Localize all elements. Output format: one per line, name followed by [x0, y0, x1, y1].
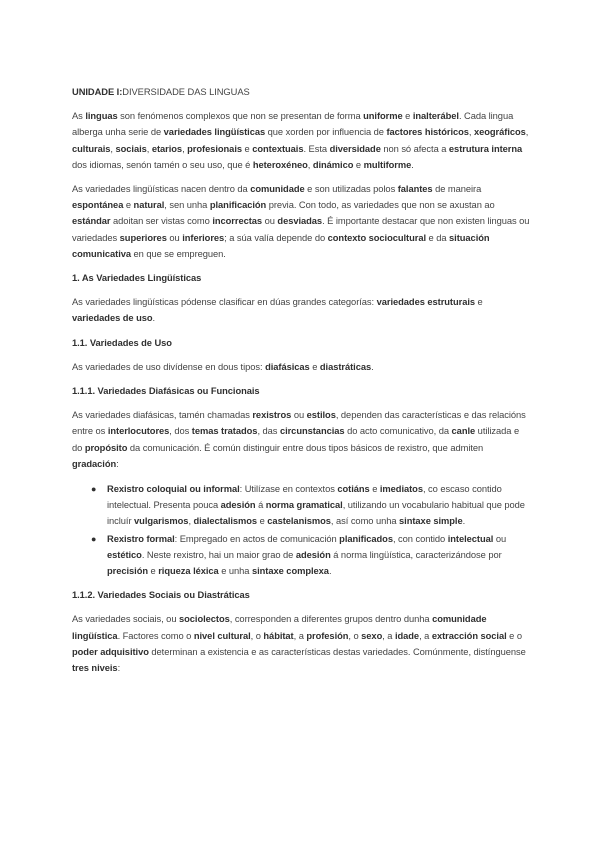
emphasized-term: poder adquisitivo [72, 646, 149, 657]
list-item [72, 481, 530, 530]
emphasized-term: situación comunicativa [72, 232, 490, 259]
emphasized-term: imediatos [379, 484, 423, 495]
title-topic: DIVERSIDADE DAS LINGUAS [122, 87, 250, 97]
list-item-text: Rexistro formal: Empregado en actos de comunicación planificados, con contido intelectual ou estético. Neste rexistro, hai un maior grao de adesión á norma lingüística, caracterizándose por precisión e riqueza léxica e unha sintaxe complexa. [107, 533, 507, 577]
emphasized-term: comunidade [250, 184, 305, 195]
emphasized-term: hábitat [263, 630, 294, 641]
list-item [72, 531, 530, 580]
emphasized-term: gradación [72, 458, 117, 469]
emphasized-term: dialectalismos [193, 516, 258, 527]
emphasized-term: falantes [397, 184, 433, 195]
emphasized-term: contextuais [252, 143, 304, 154]
emphasized-term: intelectual [447, 533, 494, 544]
emphasized-term: canle [451, 426, 476, 437]
emphasized-term: comunidade lingüística [72, 614, 487, 641]
emphasized-term: espontánea [72, 200, 124, 211]
section-heading-1-1: 1.1. Variedades de Uso [72, 337, 172, 348]
emphasized-term: rexistros [252, 410, 292, 421]
emphasized-term: cotiáns [337, 484, 370, 495]
emphasized-term: castelanismos [267, 516, 331, 527]
intro-paragraph-2: As variedades lingüísticas nacen dentro da comunidade e son utilizadas polos falantes de maneira espontánea e natural, sen unha planificación previa. Con todo, as variedades que non se axustan ao estándar adoitan ser vistas como incorrectas ou desviadas. É importante destacar que non existen linguas ou variedades superiores ou inferiores; a súa valía depende do contexto sociocultural e da situación comunicativa en que se empreguen. [72, 184, 530, 259]
emphasized-term: propósito [84, 442, 128, 453]
emphasized-term: estrutura interna [448, 143, 523, 154]
emphasized-term: superiores [119, 232, 167, 243]
document-body [72, 84, 530, 684]
emphasized-term: uniforme [363, 111, 403, 122]
emphasized-term: estándar [72, 216, 111, 227]
emphasized-term: multiforme [363, 159, 412, 170]
emphasized-term: diversidade [329, 143, 381, 154]
emphasized-term: idade [394, 630, 420, 641]
emphasized-term: precisión [107, 566, 149, 577]
emphasized-term: culturais [72, 143, 111, 154]
emphasized-term: dinámico [312, 159, 354, 170]
section-1-1-paragraph: As variedades de uso divídense en dous tipos: diafásicas e diastráticas. [72, 361, 374, 372]
section-1-1-1-paragraph: As variedades diafásicas, tamén chamadas rexistros ou estilos, dependen das características e das relacións entre os interlocutores, dos temas tratados, das circunstancias do acto comunicativo, da canle utilizada e do propósito da comunicación. É común distinguir entre dous tipos básicos de rexistro, que admiten gradación: [72, 410, 526, 469]
emphasized-term: vulgarismos [134, 516, 189, 527]
section-heading-1: 1. As Variedades Lingüísticas [72, 273, 202, 284]
bullet-icon: ● [91, 533, 97, 544]
emphasized-term: norma gramatical [265, 500, 343, 511]
emphasized-term: inferiores [182, 232, 225, 243]
emphasized-term: estilos [306, 410, 336, 421]
emphasized-term: diastráticas [319, 361, 372, 372]
emphasized-term: variedades de uso [72, 313, 153, 324]
emphasized-term: interlocutores [107, 426, 170, 437]
emphasized-term: extracción social [431, 630, 507, 641]
emphasized-term: linguas [85, 111, 118, 122]
emphasized-term: planificación [209, 200, 267, 211]
document-title [72, 84, 530, 100]
emphasized-term: sexo [361, 630, 383, 641]
emphasized-term: temas tratados [191, 426, 258, 437]
emphasized-term: tres niveis [72, 663, 118, 674]
emphasized-term: inalterábel [412, 111, 459, 122]
emphasized-term: contexto sociocultural [327, 232, 427, 243]
emphasized-term: factores históricos [386, 127, 469, 138]
list-item-text: Rexistro coloquial ou informal: Utilízase en contextos cotiáns e imediatos, co escaso contido intelectual. Presenta pouca adesión á norma gramatical, utilizando un vocabulario habitual que pode incluír vulgarismos, dialectalismos e castelanismos, así como unha sintaxe simple. [107, 484, 525, 527]
emphasized-term: circunstancias [279, 426, 345, 437]
register-bullet-list [72, 481, 530, 579]
emphasized-term: profesión [306, 630, 349, 641]
emphasized-term: sociais [115, 143, 147, 154]
section-heading-1-1-2: 1.1.2. Variedades Sociais ou Diastráticas [72, 590, 250, 601]
emphasized-term: heteroxéneo [252, 159, 308, 170]
emphasized-term: riqueza léxica [158, 566, 219, 577]
section-heading-1-1-1: 1.1.1. Variedades Diafásicas ou Funcionais [72, 386, 260, 397]
title-unit-label: UNIDADE I: [72, 87, 123, 97]
emphasized-term: Rexistro formal [107, 533, 175, 544]
emphasized-term: adesión [220, 500, 256, 511]
emphasized-term: estético [107, 549, 142, 560]
section-1-paragraph: As variedades lingüísticas pódense clasificar en dúas grandes categorías: variedades estruturais e variedades de uso. [72, 297, 483, 324]
emphasized-term: etarios [151, 143, 183, 154]
emphasized-term: profesionais [187, 143, 242, 154]
emphasized-term: sintaxe complexa [251, 566, 329, 577]
emphasized-term: variedades lingüísticas [163, 127, 266, 138]
bullet-icon: ● [91, 484, 97, 495]
emphasized-term: incorrectas [212, 216, 263, 227]
emphasized-term: desviadas [277, 216, 323, 227]
emphasized-term: variedades estruturais [376, 297, 476, 308]
emphasized-term: sociolectos [179, 614, 230, 625]
section-1-1-2-paragraph: As variedades sociais, ou sociolectos, corresponden a diferentes grupos dentro dunha comunidade lingüística. Factores como o nivel cultural, o hábitat, a profesión, o sexo, a idade, a extracción social e o poder adquisitivo determinan a existencia e as características destas variedades. Comúnmente, distínguense tres niveis: [72, 614, 526, 674]
register-list-wrapper [72, 481, 530, 579]
emphasized-term: sintaxe simple [399, 516, 463, 527]
emphasized-term: diafásicas [265, 361, 310, 372]
emphasized-term: planificados [339, 533, 393, 544]
intro-paragraph-1: As linguas son fenómenos complexos que non se presentan de forma uniforme e inalterábel. Cada lingua alberga unha serie de variedades lingüísticas que xorden por influencia de factores históricos, xeográficos, culturais, sociais, etarios, profesionais e contextuais. Esta diversidade non só afecta a estrutura interna dos idiomas, senón tamén o seu uso, que é heteroxéneo, dinámico e multiforme. [72, 111, 529, 170]
emphasized-term: natural [133, 200, 165, 211]
emphasized-term: xeográficos [473, 127, 526, 138]
emphasized-term: Rexistro coloquial ou informal [107, 484, 240, 495]
emphasized-term: nivel cultural [193, 630, 251, 641]
emphasized-term: adesión [295, 549, 331, 560]
